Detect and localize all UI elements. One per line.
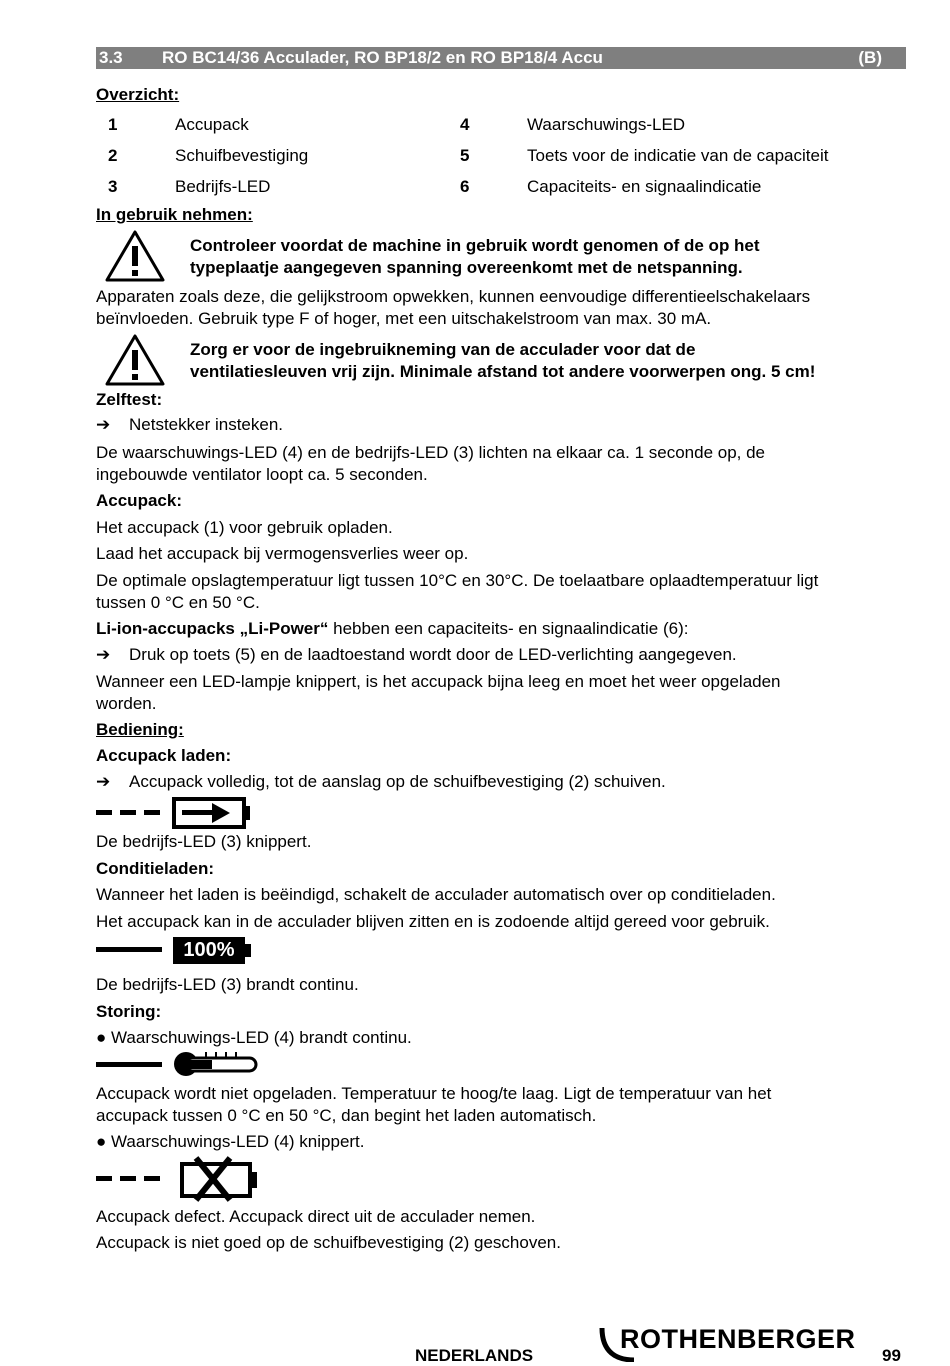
arrow-right-icon: ➔ bbox=[96, 645, 111, 664]
overview-label: Waarschuwings-LED bbox=[527, 115, 686, 134]
accupack-heading: Accupack: bbox=[96, 491, 182, 510]
operation-heading: Bediening: bbox=[96, 720, 184, 739]
paragraph-line: accupack tussen 0 °C en 50 °C, dan begint het laden automatisch. bbox=[96, 1105, 597, 1125]
warning-text-voltage bbox=[190, 235, 910, 278]
warning-line: typeplaatje aangegeven spanning overeenkomt met de netspanning. bbox=[190, 257, 743, 277]
defective-battery-icon bbox=[96, 1156, 266, 1202]
accupack-paragraph: Laad het accupack bij vermogensverlies weer op. bbox=[96, 544, 469, 563]
battery-terminal bbox=[245, 944, 251, 957]
overview-heading: Overzicht: bbox=[96, 85, 180, 104]
selftest-step: Netstekker insteken. bbox=[129, 415, 284, 434]
charging-blinking-icon bbox=[96, 796, 256, 830]
section-header bbox=[96, 47, 906, 69]
led-continuous-text: De bedrijfs-LED (3) brandt continu. bbox=[96, 975, 359, 994]
warning-text-ventilation bbox=[190, 339, 910, 382]
overview-label: Capaciteits- en signaalindicatie bbox=[527, 177, 762, 196]
warning-line: Controleer voordat de machine in gebruik wordt genomen of de op het bbox=[190, 236, 760, 255]
overview-number: 2 bbox=[108, 146, 118, 165]
paragraph-line: Accupack wordt niet opgeladen. Temperatuur te hoog/te laag. Ligt de temperatuur van het bbox=[96, 1084, 772, 1103]
conditioning-paragraph: Wanneer het laden is beëindigd, schakelt de acculader automatisch over op conditieladen. bbox=[96, 885, 776, 904]
overview-label: Toets voor de indicatie van de capaciteit bbox=[527, 146, 829, 165]
section-tag: (B) bbox=[858, 48, 882, 67]
warning-line: ventilatiesleuven vrij zijn. Minimale afstand tot andere voorwerpen ong. 5 cm! bbox=[190, 361, 816, 381]
blinking-paragraph bbox=[96, 671, 911, 714]
overview-label: Bedrijfs-LED bbox=[175, 177, 271, 196]
paragraph-line: beïnvloeden. Gebruik type F of hoger, met een uitschakelstroom van max. 30 mA. bbox=[96, 308, 712, 328]
overview-number: 1 bbox=[108, 115, 118, 134]
paragraph-line: Apparaten zoals deze, die gelijkstroom opwekken, kunnen eenvoudige differentieelschakelaars bbox=[96, 287, 811, 306]
defect-text: Accupack is niet goed op de schuifbevestiging (2) geschoven. bbox=[96, 1233, 561, 1252]
overview-number: 4 bbox=[460, 115, 470, 134]
temperature-paragraph bbox=[96, 570, 911, 613]
capacity-step: Druk op toets (5) en de laadtoestand wordt door de LED-verlichting aangegeven. bbox=[129, 645, 737, 664]
fault-heading: Storing: bbox=[96, 1002, 162, 1021]
paragraph-line: ingebouwde ventilator loopt ca. 5 seconden. bbox=[96, 464, 428, 484]
commissioning-heading: In gebruik nehmen: bbox=[96, 205, 253, 224]
overview-label: Accupack bbox=[175, 115, 249, 134]
full-battery-icon: 100% bbox=[173, 937, 245, 964]
warning-line: Zorg er voor de ingebruikneming van de acculader voor dat de bbox=[190, 340, 696, 359]
conditioning-heading: Conditieladen: bbox=[96, 859, 215, 878]
overview-number: 5 bbox=[460, 146, 470, 165]
arrow-right-icon: ➔ bbox=[96, 415, 111, 434]
paragraph-line: De waarschuwings-LED (4) en de bedrijfs-LED (3) lichten na elkaar ca. 1 seconde op, de bbox=[96, 443, 766, 462]
paragraph-line: Wanneer een LED-lampje knippert, is het accupack bijna leeg en moet het weer opgeladen bbox=[96, 672, 781, 691]
overview-number: 3 bbox=[108, 177, 118, 196]
overview-number: 6 bbox=[460, 177, 470, 196]
thermometer-icon bbox=[96, 1051, 266, 1077]
selftest-paragraph bbox=[96, 442, 911, 485]
accupack-paragraph: Het accupack (1) voor gebruik opladen. bbox=[96, 518, 393, 537]
paragraph-line: worden. bbox=[96, 693, 157, 713]
fault-item: ● Waarschuwings-LED (4) knippert. bbox=[96, 1132, 365, 1151]
section-number: 3.3 bbox=[99, 48, 123, 67]
li-power-paragraph bbox=[96, 618, 911, 640]
li-power-term: Li-ion-accupacks „Li-Power“ bbox=[96, 619, 329, 638]
continuous-line bbox=[96, 947, 162, 952]
conditioning-paragraph: Het accupack kan in de acculader blijven zitten en is zodoende altijd gereed voor gebruik. bbox=[96, 912, 770, 931]
brand-logo: ROTHENBERGER bbox=[620, 1324, 856, 1354]
paragraph-line: De optimale opslagtemperatuur ligt tussen 10°C en 30°C. De toelaatbare oplaadtemperatuur ligt bbox=[96, 571, 819, 590]
warning-triangle-icon bbox=[104, 333, 166, 387]
footer-language: NEDERLANDS bbox=[415, 1346, 534, 1365]
fault-item: ● Waarschuwings-LED (4) brandt continu. bbox=[96, 1028, 412, 1047]
defect-text: Accupack defect. Accupack direct uit de acculader nemen. bbox=[96, 1207, 536, 1226]
led-blinks-text: De bedrijfs-LED (3) knippert. bbox=[96, 832, 312, 851]
overview-label: Schuifbevestiging bbox=[175, 146, 309, 165]
selftest-heading: Zelftest: bbox=[96, 390, 163, 409]
li-power-text: hebben een capaciteits- en signaalindicatie (6): bbox=[328, 619, 689, 638]
charging-step: Accupack volledig, tot de aanslag op de schuifbevestiging (2) schuiven. bbox=[129, 772, 666, 791]
rcd-paragraph bbox=[96, 286, 911, 329]
warning-triangle-icon bbox=[104, 229, 166, 283]
temperature-fault-paragraph bbox=[96, 1083, 911, 1126]
arrow-right-icon: ➔ bbox=[96, 772, 111, 791]
section-title: RO BC14/36 Acculader, RO BP18/2 en RO BP18/4 Accu bbox=[162, 48, 603, 67]
page-number: 99 bbox=[882, 1346, 901, 1365]
charging-heading: Accupack laden: bbox=[96, 746, 232, 765]
paragraph-line: tussen 0 °C en 50 °C. bbox=[96, 592, 260, 612]
